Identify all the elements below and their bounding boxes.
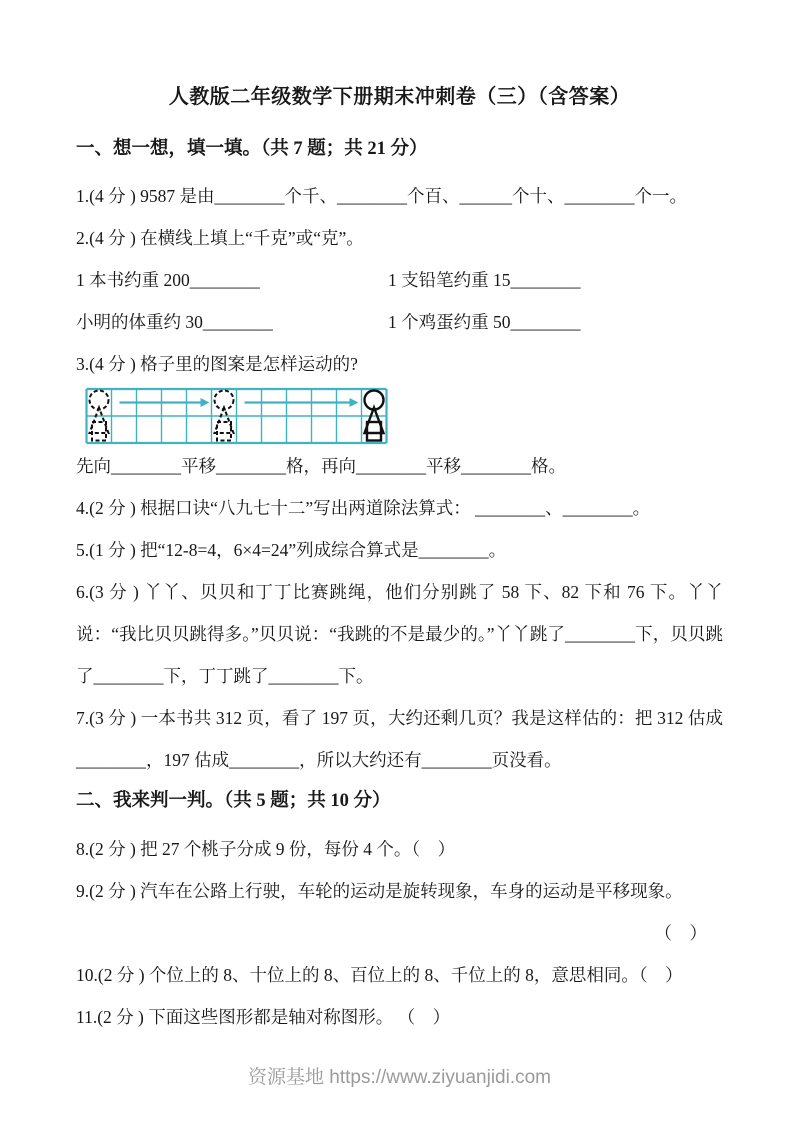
question-3-answer-line: 先向________平移________格，再向________平移________格。 xyxy=(76,456,566,476)
question-2-item-weight: 小明的体重约 30________ xyxy=(76,312,273,332)
translation-grid-svg xyxy=(85,387,388,445)
question-1: 1.(4 分 ) 9587 是由________个千、________个百、______个十、________个一。 xyxy=(76,186,688,206)
question-2-item-egg: 1 个鸡蛋约重 50________ xyxy=(388,312,581,332)
question-9: 9.(2 分 ) 汽车在公路上行驶，车轮的运动是旋转现象，车身的运动是平移现象。 xyxy=(76,881,683,901)
question-2-item-pencil: 1 支铅笔约重 15________ xyxy=(388,270,581,290)
question-3: 3.(4 分 ) 格子里的图案是怎样运动的? xyxy=(76,354,358,374)
section-heading-fill-in: 一、想一想，填一填。（共 7 题；共 21 分） xyxy=(76,139,428,159)
question-2-intro: 2.(4 分 ) 在横线上填上“千克”或“克”。 xyxy=(76,228,364,248)
question-2-line-2 xyxy=(76,301,723,343)
page-title: 人教版二年级数学下册期末冲刺卷（三）（含答案） xyxy=(168,86,631,108)
question-2-line-1 xyxy=(76,259,723,301)
question-4: 4.(2 分 ) 根据口诀“八九七十二”写出两道除法算式： ________、________。 xyxy=(76,498,651,518)
question-2-item-book: 1 本书约重 200________ xyxy=(76,270,260,290)
question-7: 7.(3 分 ) 一本书共 312 页，看了 197 页，大约还剩几页？我是这样估的：把 312 估成________，197 估成________，所以大约还有________页没看。 xyxy=(76,708,723,770)
question-11: 11.(2 分 ) 下面这些图形都是轴对称图形。 （ ） xyxy=(76,1007,451,1027)
translation-grid-figure xyxy=(76,385,723,443)
question-5: 5.(1 分 ) 把“12-8=4，6×4=24”列成综合算式是________。 xyxy=(76,540,507,560)
question-8: 8.(2 分 ) 把 27 个桃子分成 9 份，每份 4 个。（ ） xyxy=(76,839,456,859)
question-9-answer-marks: （ ） xyxy=(654,923,707,943)
section-heading-true-false: 二、我来判一判。（共 5 题；共 10 分） xyxy=(76,791,391,811)
question-10: 10.(2 分 ) 个位上的 8、十位上的 8、百位上的 8、千位上的 8，意思相同。（ ） xyxy=(76,965,683,985)
footer-watermark: 资源基地 https://www.ziyuanjidi.com xyxy=(247,1067,552,1088)
question-6: 6.(3 分 ) 丫丫、贝贝和丁丁比赛跳绳，他们分别跳了 58 下、82 下和 76 下。丫丫说：“我比贝贝跳得多。”贝贝说：“我跳的不是最少的。”丫丫跳了________下，贝贝跳了________下，丁丁跳了________下。 xyxy=(76,582,723,686)
